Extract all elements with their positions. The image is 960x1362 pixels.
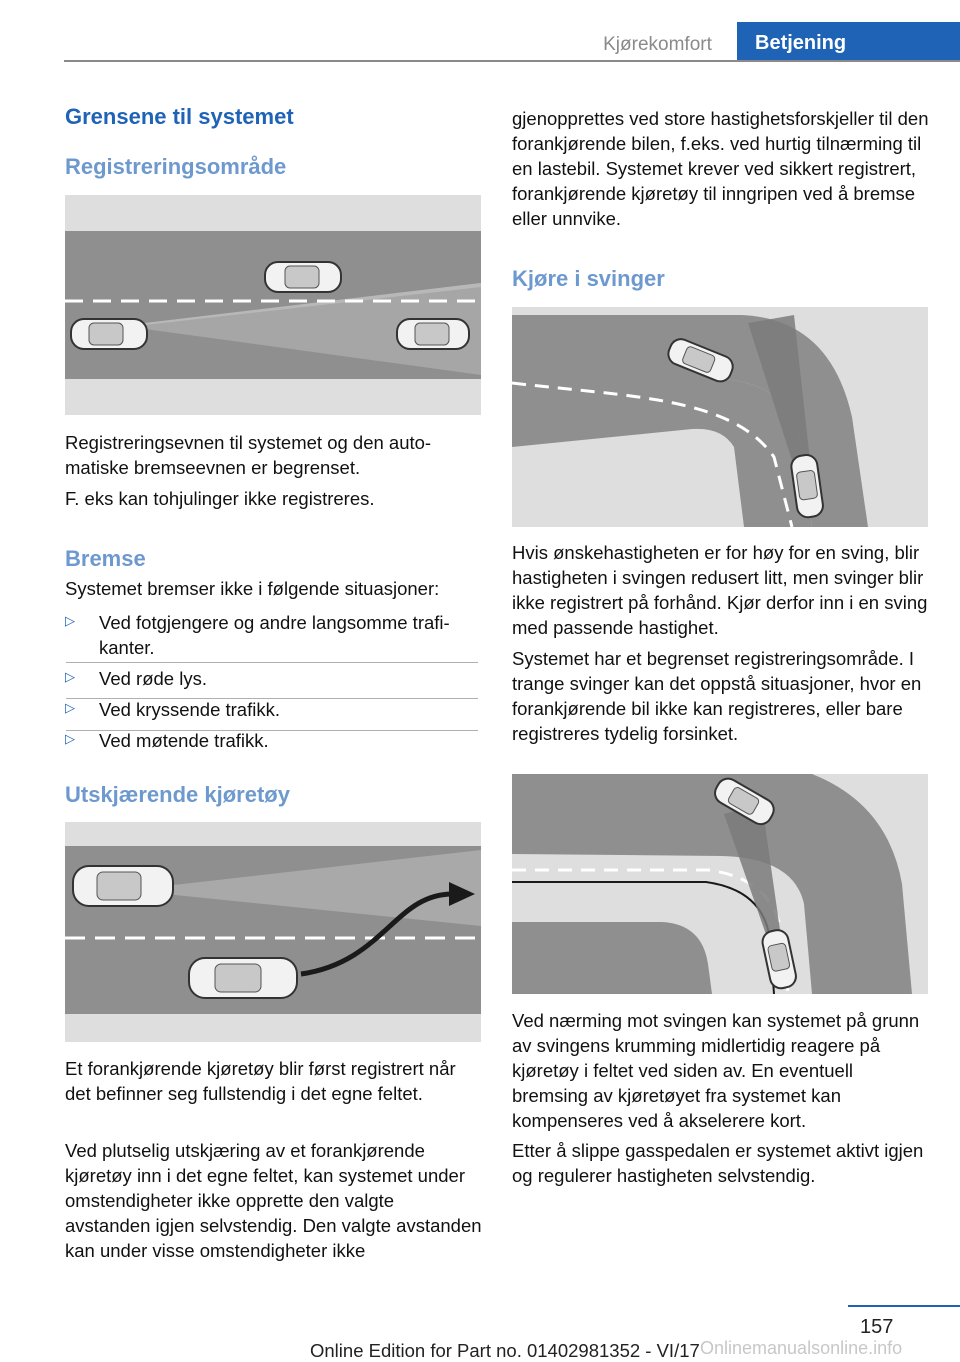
paragraph-detected-when: Et forankjørende kjøretøy blir først registrert når det befinner seg fullstendig i det egne feltet. bbox=[65, 1058, 456, 1104]
own-car-icon bbox=[71, 319, 147, 349]
own-car-icon bbox=[73, 866, 173, 906]
section-title: Grensene til systemet bbox=[65, 104, 294, 129]
car-ahead-left-lane-icon bbox=[265, 262, 341, 292]
list-divider bbox=[66, 662, 478, 663]
paragraph-limited-range: Systemet har et begrenset registreringsområde. I trange svinger kan det oppstå situasjoner, hvor en forankjørende bil ikke kan registreres, eller bare registreres tydelig forsinket. bbox=[512, 648, 922, 744]
list-divider bbox=[66, 730, 478, 731]
subheading-cutting-out: Utskjærende kjøretøy bbox=[65, 782, 290, 807]
paragraph-release-pedal: Etter å slippe gasspedalen er systemet aktivt igjen og regulerer hastigheten selvstendig. bbox=[512, 1140, 924, 1186]
paragraph-two-wheelers: F. eks kan tohjulinger ikke registreres. bbox=[65, 488, 375, 509]
bullet-triangle-icon: ▷ bbox=[65, 669, 75, 684]
watermark-text: Onlinemanualsonline.info bbox=[700, 1338, 903, 1358]
list-item: ▷ Ved fotgjengere og andre langsomme trafikanter. bbox=[65, 612, 450, 658]
car-cutting-out-icon bbox=[189, 958, 297, 998]
paragraph-continued: gjenopprettes ved store hastighetsforskjeller til den forankjørende bilen, f.eks. ved hurtig tilnærming til en lastebil. Systemet krever ved sikkert registrert, forankjørende kjøretøy til inngripen ved å bremse eller unnvike. bbox=[512, 108, 929, 229]
figure-curves bbox=[512, 307, 928, 527]
brake-situations-list bbox=[65, 610, 483, 759]
subheading-curves: Kjøre i svinger bbox=[512, 266, 665, 291]
car-ahead-same-lane-icon bbox=[397, 319, 469, 349]
curve-illustration bbox=[512, 307, 928, 527]
header-rule bbox=[64, 60, 960, 62]
page-number: 157 bbox=[860, 1316, 894, 1338]
bullet-triangle-icon: ▷ bbox=[65, 613, 75, 628]
header-section-title: Kjørekomfort bbox=[603, 34, 712, 55]
paragraph-sudden-cut: Ved plutselig utskjæring av et forankjørende kjøretøy inn i det egne feltet, kan systemet under omstendigheter ikke opprette den valgte avstanden igjen selvstendig. Den valgte avstanden kan under visse omstendigheter ikke bbox=[65, 1140, 482, 1261]
list-item: ▷ Ved røde lys. bbox=[65, 668, 207, 689]
paragraph-limits: Registreringsevnen til systemet og den automatiske bremseevnen er begrenset. bbox=[65, 432, 432, 478]
subheading-detection-range: Registreringsområde bbox=[65, 154, 287, 179]
list-item: ▷ Ved møtende trafikk. bbox=[65, 730, 269, 751]
paragraph-brake-intro: Systemet bremser ikke i følgende situasjoner: bbox=[65, 578, 440, 599]
figure-detection-range bbox=[65, 195, 481, 415]
bullet-triangle-icon: ▷ bbox=[65, 700, 75, 715]
paragraph-approaching-curve: Ved nærming mot svingen kan systemet på grunn av svingens krumming midlertidig reagere på kjøretøy i feltet ved siden av. En eventuell bremsing av kjøretøyet fra systemet kan kompenseres ved å akselerere kort. bbox=[512, 1010, 920, 1131]
paragraph-speed-in-curve: Hvis ønskehastigheten er for høy for en sving, blir hastigheten i svingen redusert litt, men svinger blir ikke registrert på forhånd. Kjør derfor inn i en sving med passende hastighet. bbox=[512, 542, 928, 638]
header-chapter-tab[interactable]: Betjening bbox=[737, 22, 960, 62]
bullet-triangle-icon: ▷ bbox=[65, 731, 75, 746]
figure-cutting-out bbox=[65, 822, 481, 1042]
cutting-out-illustration bbox=[65, 822, 481, 1042]
detection-range-illustration bbox=[65, 195, 481, 415]
list-item: ▷ Ved kryssende trafikk. bbox=[65, 699, 280, 720]
list-divider bbox=[66, 698, 478, 699]
neighbouring-lane-illustration bbox=[512, 774, 928, 994]
footer-edition: Online Edition for Part no. 01402981352 - VI/17 bbox=[310, 1340, 700, 1361]
footer-rule bbox=[848, 1305, 960, 1307]
subheading-brake: Bremse bbox=[65, 546, 146, 571]
figure-neighbouring-lane bbox=[512, 774, 928, 994]
